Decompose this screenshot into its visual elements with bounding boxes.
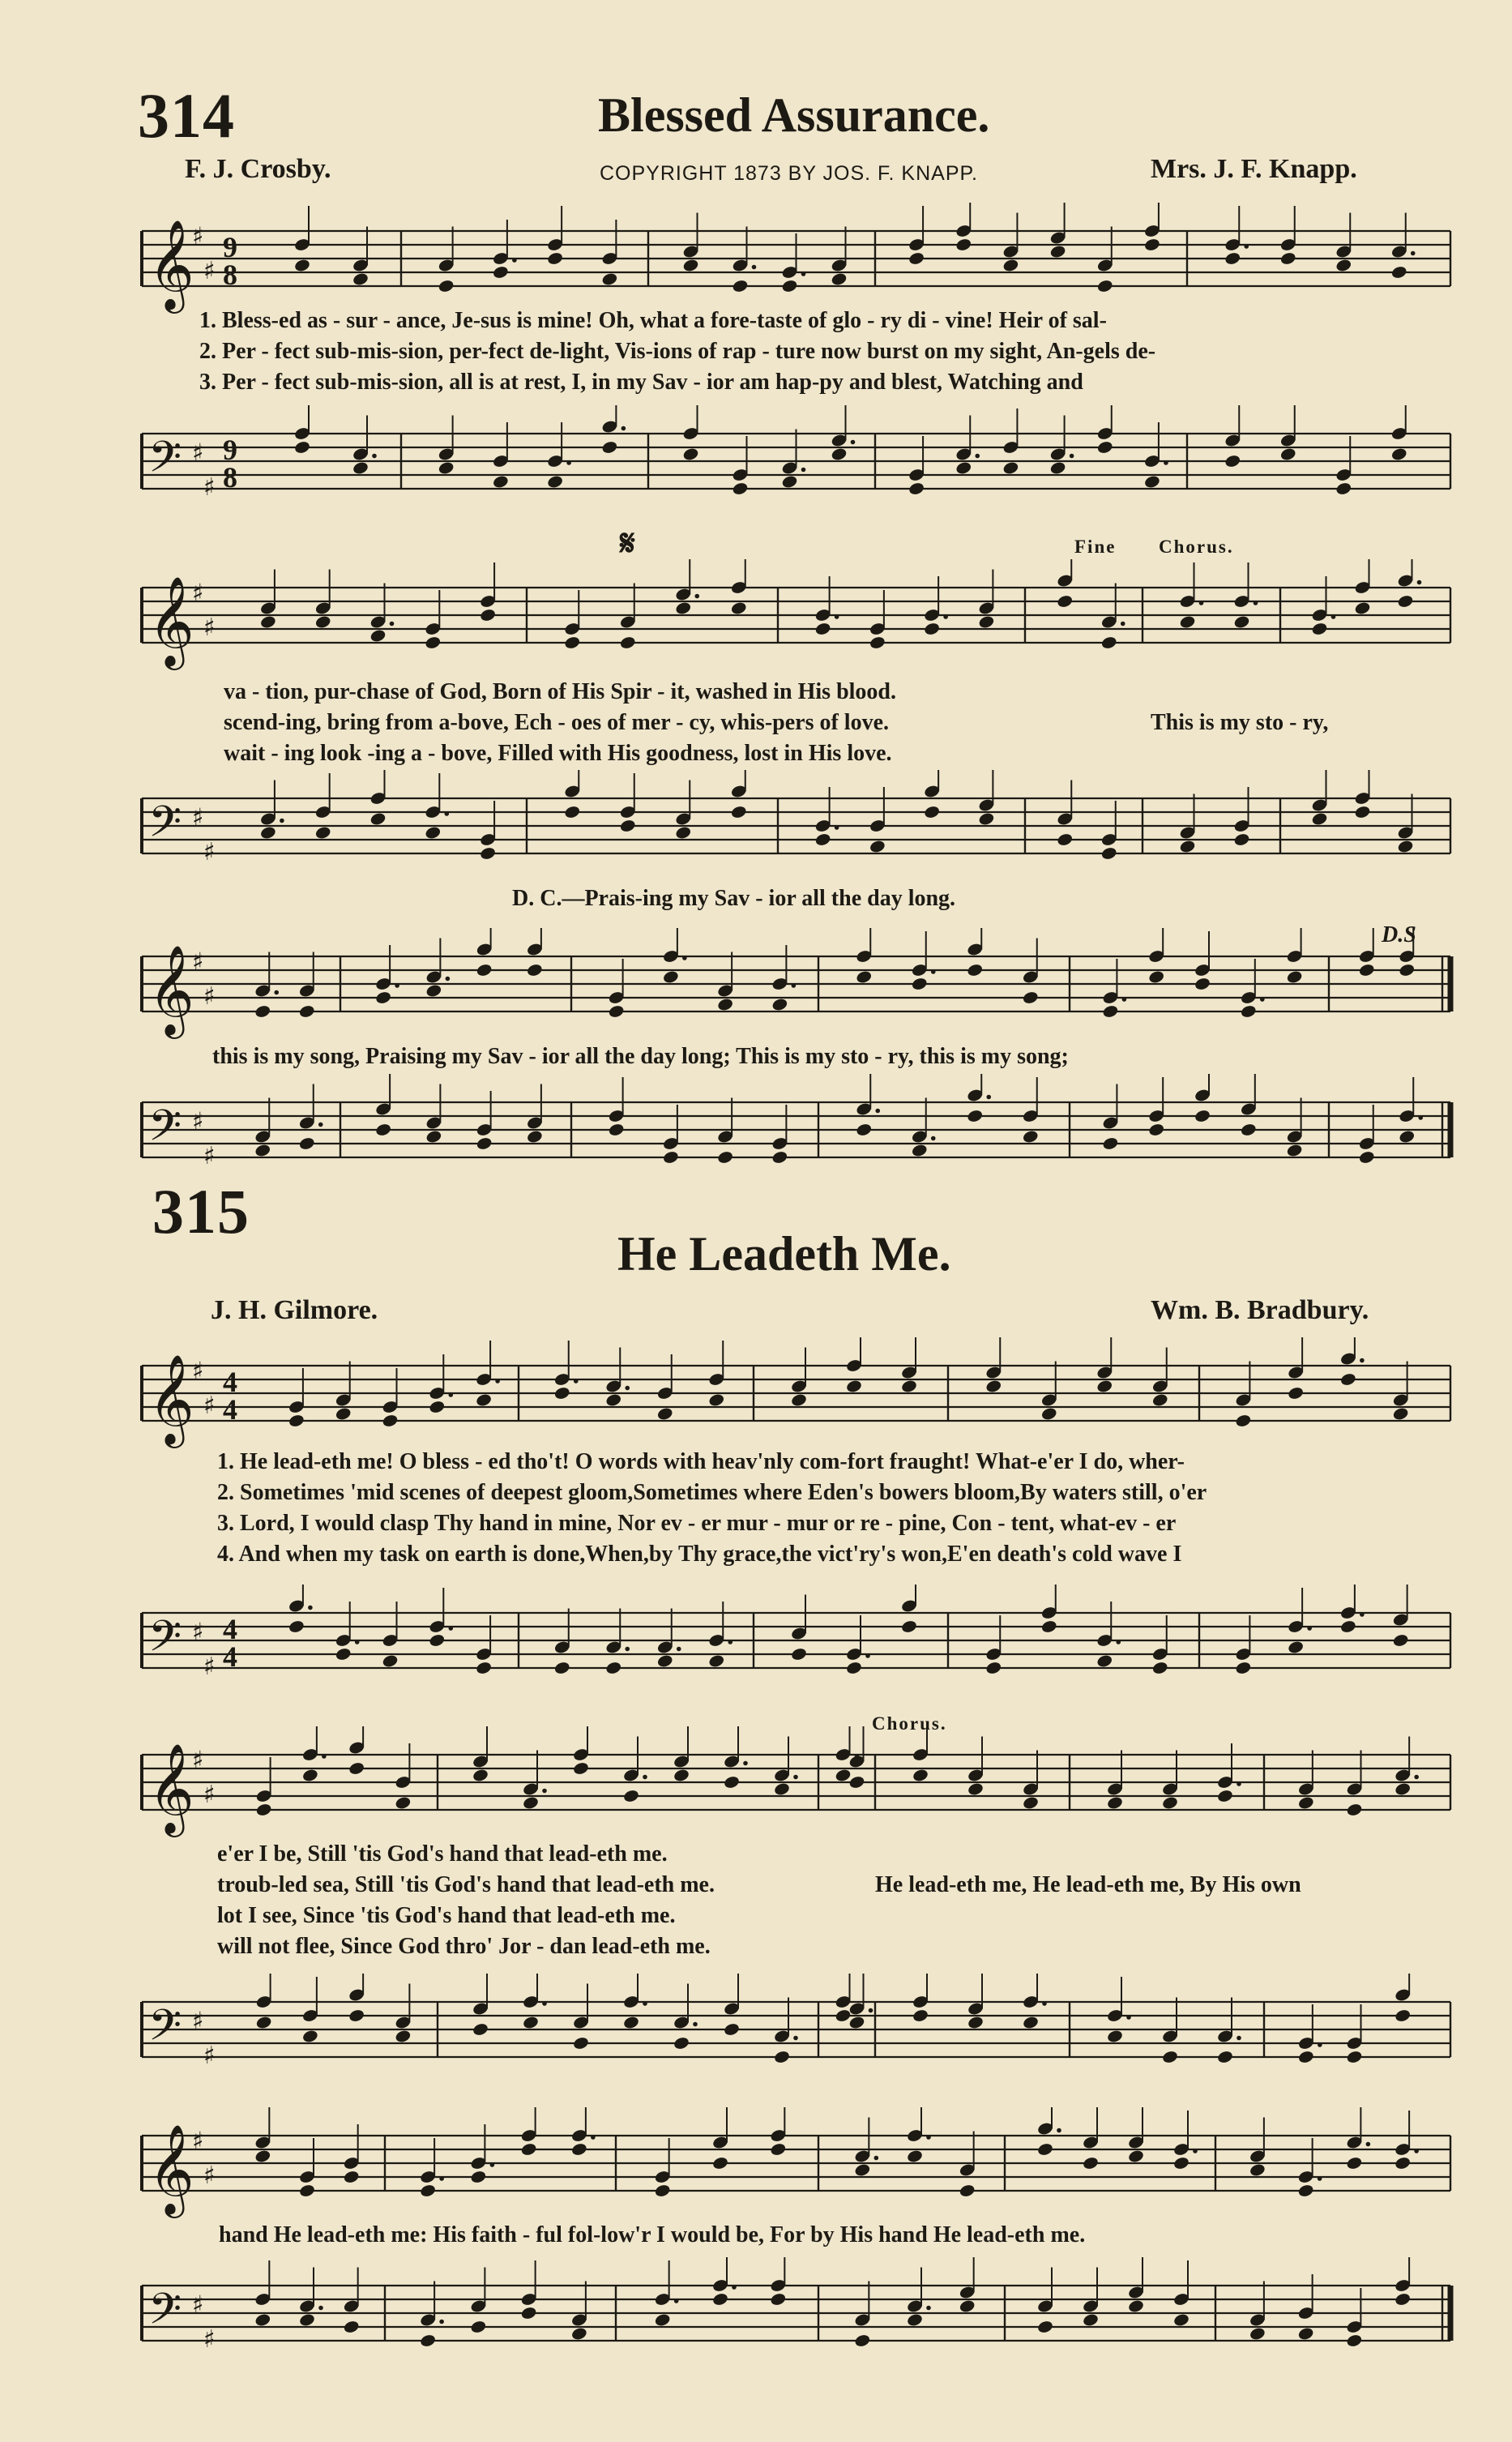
- lyric-line: 2. Per - fect sub-mis-sion, per-fect de-light, Vis-ions of rap - ture now burst on my sight, An-gels de-: [199, 339, 1156, 364]
- staff-treble: [0, 203, 1512, 316]
- lyric-line: 1. He lead-eth me! O bless - ed tho't! O words with heav'nly com-fort fraught! What-e'er I do, wher-: [217, 1449, 1185, 1474]
- lyric-line: will not flee, Since God thro' Jor - dan lead-eth me.: [217, 1934, 711, 1959]
- staff-treble: [0, 1337, 1512, 1451]
- treble-clef-icon: 𝄞: [148, 2123, 194, 2214]
- sharp-icon: ♯: [192, 222, 204, 251]
- sharp-icon: ♯: [192, 1107, 204, 1136]
- sharp-icon: ♯: [203, 614, 216, 642]
- svg-text:4: 4: [223, 1613, 237, 1645]
- lyric-line: troub-led sea, Still 'tis God's hand that lead-eth me.: [217, 1872, 715, 1897]
- sharp-icon: ♯: [203, 982, 216, 1011]
- dc-lyric-line: D. C.—Prais-ing my Sav - ior all the day long.: [512, 886, 956, 911]
- lyric-line: 1. Bless-ed as - sur - ance, Je-sus is mine! Oh, what a fore-taste of glo - ry di - vine! Heir of sal-: [199, 308, 1107, 333]
- chorus-marking: Chorus.: [1159, 537, 1234, 557]
- svg-text:9: 9: [223, 434, 237, 466]
- ds-marking: D.S: [1382, 922, 1416, 947]
- bass-clef-icon: 𝄢: [148, 433, 182, 493]
- svg-text:8: 8: [223, 259, 237, 291]
- sharp-icon: ♯: [203, 473, 216, 502]
- chorus-marking: Chorus.: [872, 1713, 947, 1734]
- bass-clef-icon: 𝄢: [148, 1101, 182, 1161]
- sharp-icon: ♯: [203, 2325, 216, 2354]
- sharp-icon: ♯: [192, 1357, 204, 1386]
- hymn-title: Blessed Assurance.: [598, 88, 990, 142]
- chorus-lyric: He lead-eth me, He lead-eth me, By His own: [875, 1872, 1301, 1897]
- staff-treble: [0, 2107, 1512, 2221]
- bass-clef-icon: 𝄢: [148, 1612, 182, 1672]
- lyric-line: lot I see, Since 'tis God's hand that lead-eth me.: [217, 1903, 676, 1928]
- sharp-icon: ♯: [192, 579, 204, 608]
- svg-text:4: 4: [223, 1393, 237, 1426]
- sharp-icon: ♯: [192, 1746, 204, 1775]
- sharp-icon: ♯: [192, 2290, 204, 2320]
- staff-bass: [0, 405, 1512, 519]
- lyric-line: 2. Sometimes 'mid scenes of deepest gloom,Sometimes where Eden's bowers bloom,By waters still, o'er: [217, 1480, 1207, 1505]
- treble-clef-icon: 𝄞: [148, 575, 194, 666]
- sharp-icon: ♯: [192, 2127, 204, 2156]
- treble-clef-icon: 𝄞: [148, 1743, 194, 1833]
- segno-mark: 𝄋: [620, 524, 635, 563]
- lyricist-credit: F. J. Crosby.: [185, 154, 331, 184]
- composer-credit: Wm. B. Bradbury.: [1151, 1295, 1369, 1325]
- treble-clef-icon: 𝄞: [148, 944, 194, 1035]
- fine-marking: Fine: [1074, 537, 1117, 557]
- lyric-line: scend-ing, bring from a-bove, Ech - oes of mer - cy, whis-pers of love.: [224, 710, 889, 735]
- sharp-icon: ♯: [203, 1392, 216, 1420]
- lyric-line: 3. Per - fect sub-mis-sion, all is at rest, I, in my Sav - ior am hap-py and blest, Watching and: [199, 370, 1083, 395]
- staff-bass: [0, 1074, 1512, 1187]
- treble-clef-icon: 𝄞: [148, 219, 194, 310]
- svg-text:4: 4: [223, 1366, 237, 1398]
- copyright-notice: COPYRIGHT 1873 BY JOS. F. KNAPP.: [600, 162, 978, 185]
- bass-clef-icon: 𝄢: [148, 2001, 182, 2061]
- lyric-line: 3. Lord, I would clasp Thy hand in mine, Nor ev - er mur - mur or re - pine, Con - tent, what-ev - er: [217, 1511, 1177, 1536]
- treble-clef-icon: 𝄞: [148, 1354, 194, 1444]
- sharp-icon: ♯: [192, 1618, 204, 1647]
- lyricist-credit: J. H. Gilmore.: [211, 1295, 378, 1325]
- hymn-title: He Leadeth Me.: [617, 1227, 951, 1281]
- lyric-line: e'er I be, Still 'tis God's hand that lead-eth me.: [217, 1841, 668, 1867]
- staff-bass: [0, 1585, 1512, 1698]
- lyric-line: hand He lead-eth me: His faith - ful fol-low'r I would be, For by His hand He lead-eth me.: [219, 2222, 1086, 2247]
- sharp-icon: ♯: [192, 438, 204, 468]
- sharp-icon: ♯: [203, 1142, 216, 1170]
- sharp-icon: ♯: [192, 2007, 204, 2036]
- lyric-line: va - tion, pur-chase of God, Born of His Spir - it, washed in His blood.: [224, 679, 897, 704]
- lyric-line: 4. And when my task on earth is done,When,by Thy grace,the vict'ry's won,E'en death's cold wave I: [217, 1542, 1182, 1567]
- bass-clef-icon: 𝄢: [148, 798, 182, 857]
- lyric-line: wait - ing look -ing a - bove, Filled with His goodness, lost in His love.: [224, 741, 892, 766]
- composer-credit: Mrs. J. F. Knapp.: [1151, 154, 1357, 184]
- sharp-icon: ♯: [203, 2162, 216, 2190]
- staff-treble: [0, 928, 1512, 1041]
- chorus-lyric: This is my sto - ry,: [1151, 710, 1329, 735]
- svg-text:9: 9: [223, 231, 237, 263]
- staff-treble: [0, 559, 1512, 673]
- staff-bass: [0, 2257, 1512, 2371]
- sharp-icon: ♯: [203, 1781, 216, 1809]
- sharp-icon: ♯: [203, 257, 216, 285]
- staff-bass: [0, 770, 1512, 883]
- sharp-icon: ♯: [203, 838, 216, 866]
- staff-bass: [0, 1974, 1512, 2087]
- hymn-number: 314: [138, 80, 235, 151]
- hymn-number: 315: [152, 1176, 250, 1247]
- sharp-icon: ♯: [203, 1653, 216, 1681]
- staff-treble: [0, 1726, 1512, 1840]
- sharp-icon: ♯: [192, 803, 204, 832]
- svg-text:4: 4: [223, 1640, 237, 1673]
- sharp-icon: ♯: [203, 2042, 216, 2070]
- sharp-icon: ♯: [192, 947, 204, 977]
- bass-clef-icon: 𝄢: [148, 2285, 182, 2345]
- svg-text:8: 8: [223, 461, 237, 494]
- lyric-line: this is my song, Praising my Sav - ior all the day long; This is my sto - ry, this is my song;: [212, 1044, 1069, 1069]
